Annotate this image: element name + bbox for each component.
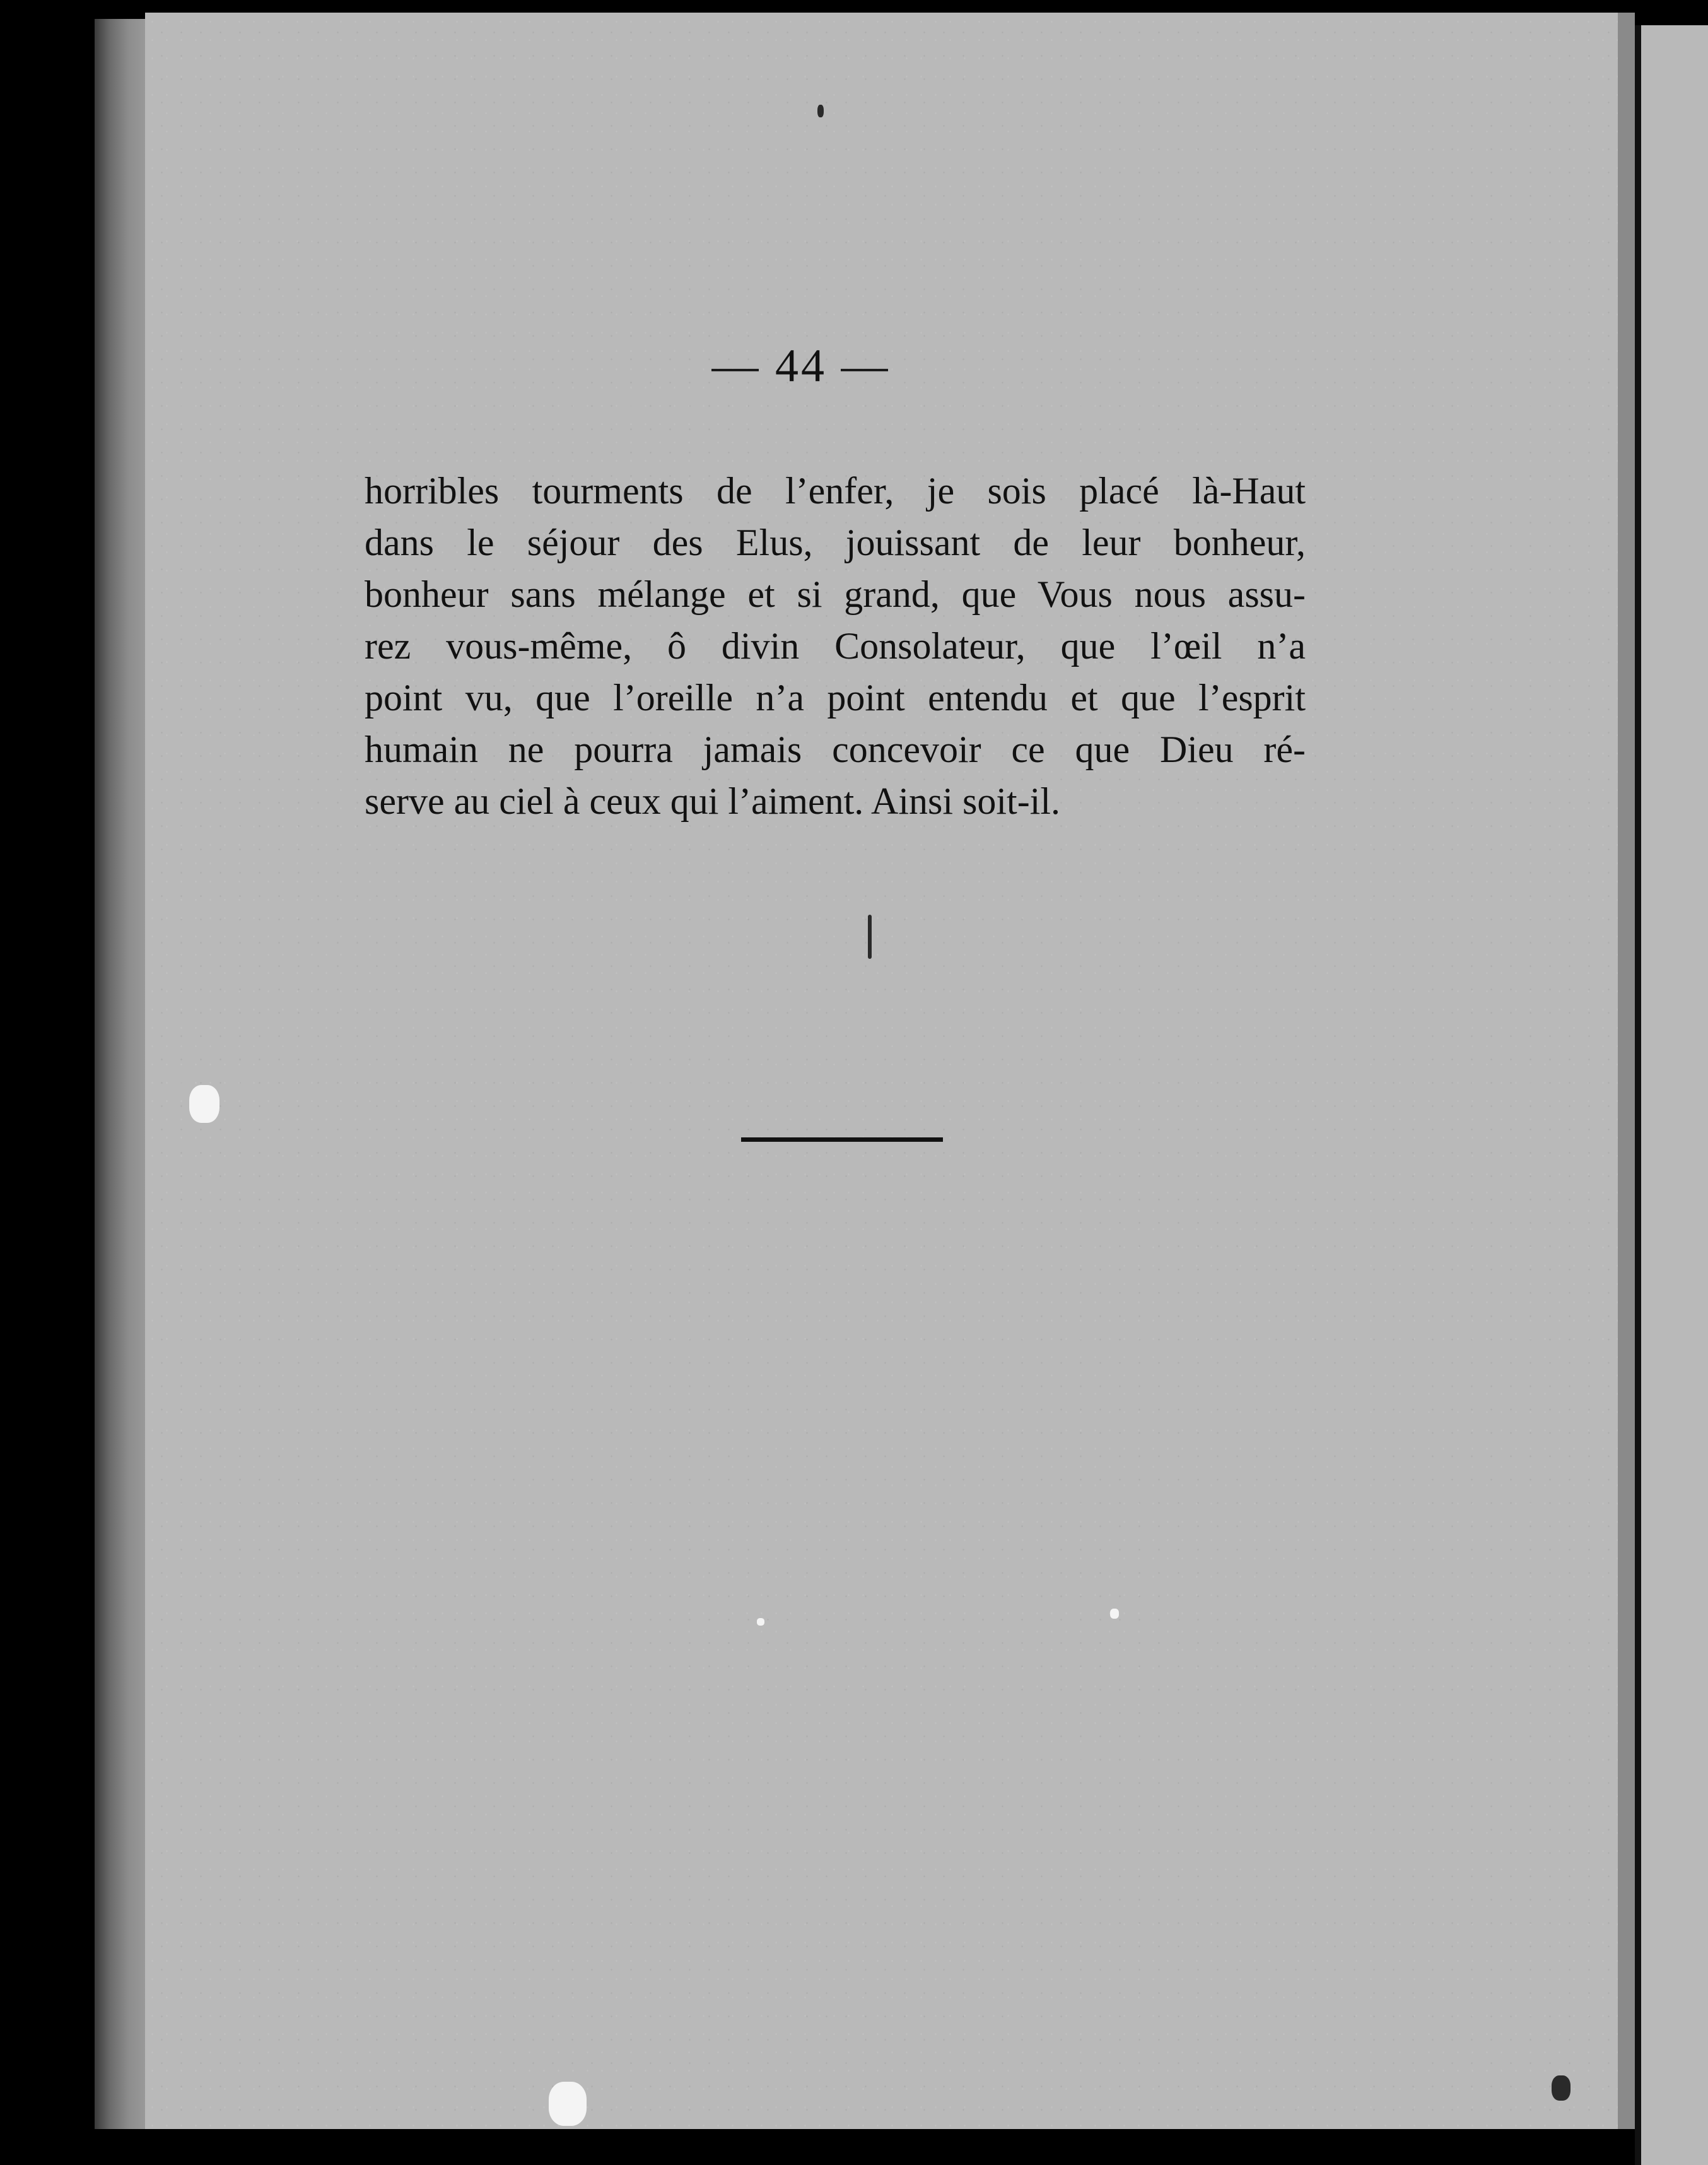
- body-paragraph: [365, 465, 1306, 827]
- end-rule: [741, 1137, 943, 1142]
- gutter-shadow: [1618, 13, 1635, 2129]
- paper-speck: [1110, 1609, 1119, 1619]
- book-page: [145, 13, 1618, 2129]
- text-line: rez vous-même, ô divin Consolateur, que l’œil n’a: [365, 625, 1306, 667]
- text-line: dans le séjour des Elus, jouissant de leur bonheur,: [365, 522, 1306, 563]
- paper-speck: [757, 1618, 764, 1626]
- text-line: horribles tourments de l’enfer, je sois placé là-Haut: [365, 470, 1306, 512]
- paper-speck: [817, 105, 824, 117]
- page-number: — 44 —: [711, 340, 891, 392]
- paper-speck: [189, 1085, 219, 1123]
- paper-speck: [549, 2082, 587, 2126]
- paper-speck: [1552, 2075, 1571, 2101]
- next-page-strip: [1635, 25, 1708, 2165]
- text-line: point vu, que l’oreille n’a point entendu et que l’esprit: [365, 677, 1306, 719]
- text-line: humain ne pourra jamais concevoir ce que Dieu ré-: [365, 729, 1306, 770]
- paper-speck: [868, 915, 872, 959]
- text-line: bonheur sans mélange et si grand, que Vous nous assu-: [365, 573, 1306, 615]
- text-line-last: serve au ciel à ceux qui l’aiment. Ainsi soit-il.: [365, 780, 1061, 822]
